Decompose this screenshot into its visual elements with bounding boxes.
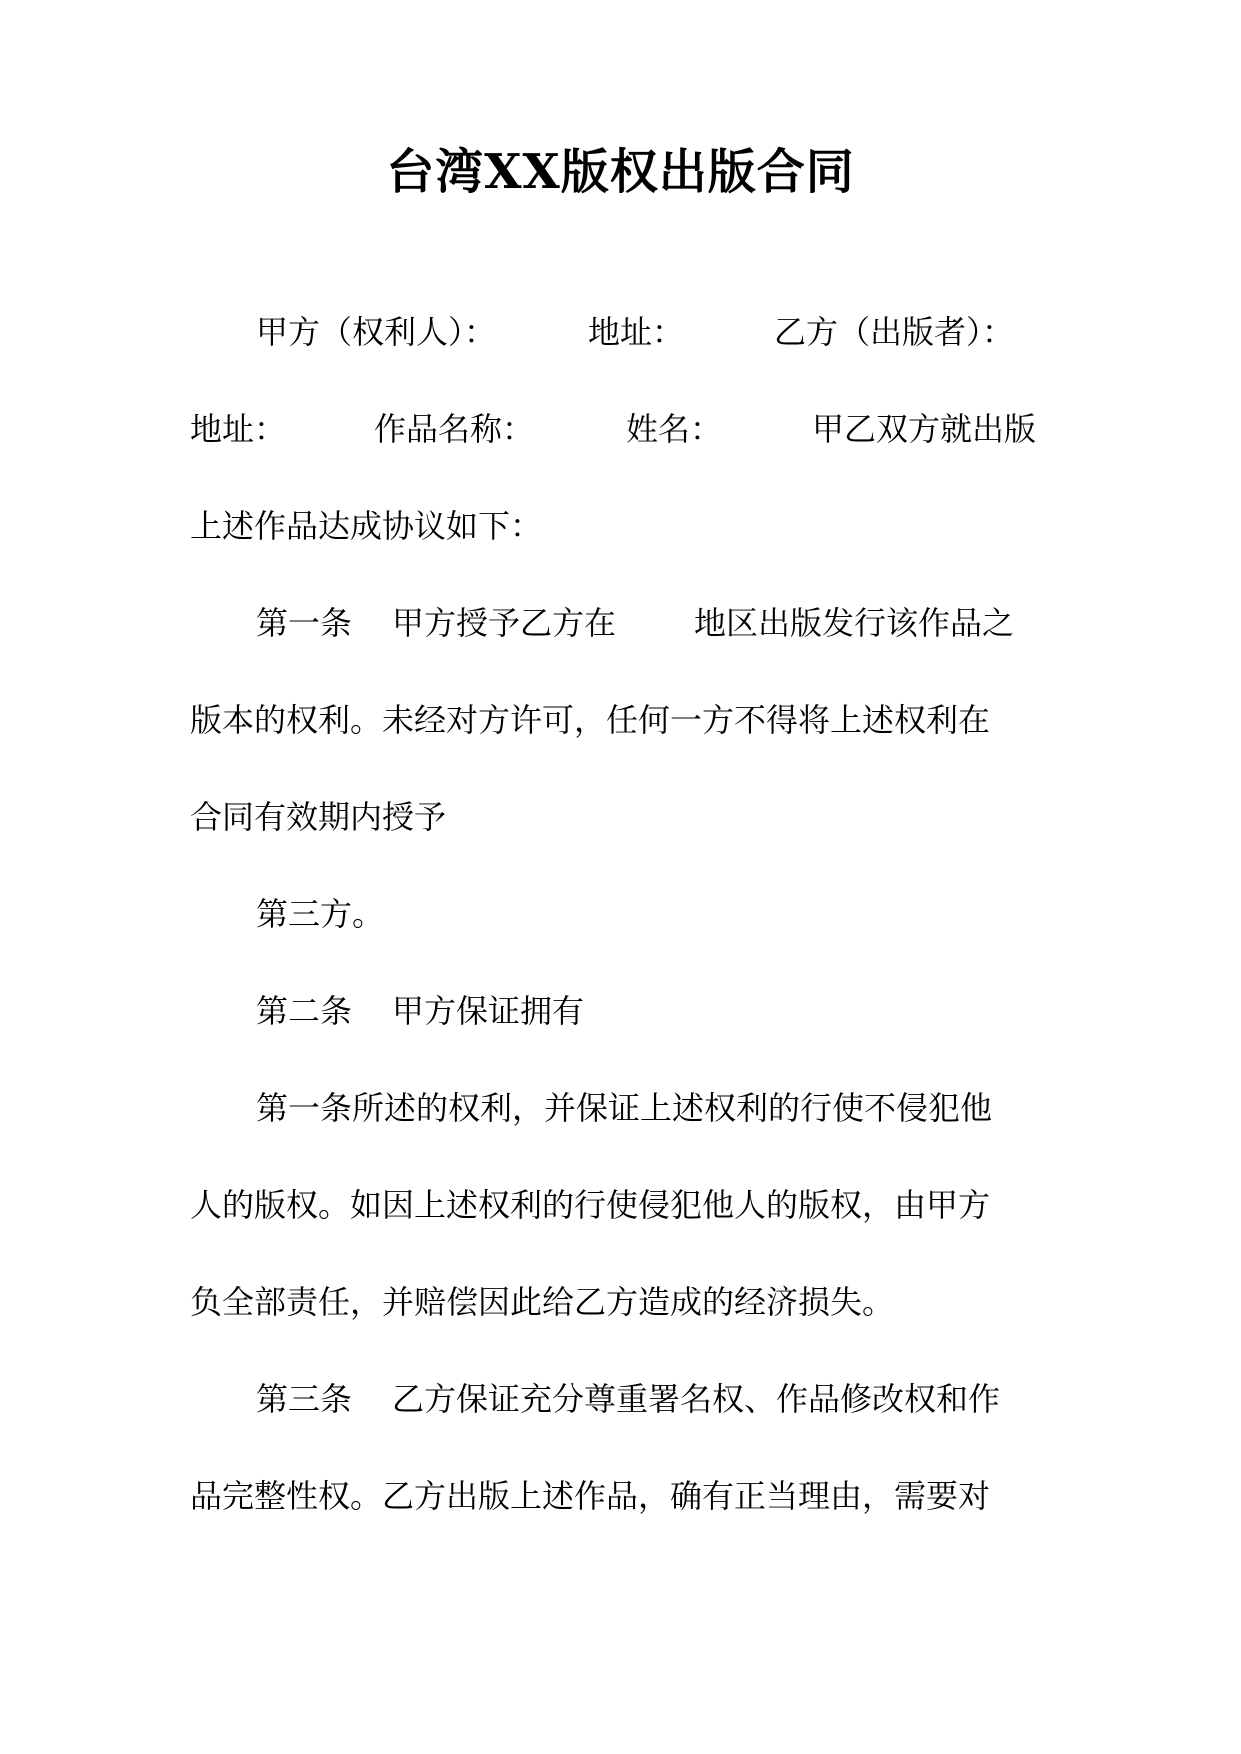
article-1-heading: 第一条 [256,604,353,642]
article-1-text-part1: 甲方授予乙方在 [392,604,617,642]
article-3-heading: 第三条 [256,1380,353,1418]
party-a-label: 甲方（权利人）： [256,313,497,351]
article-1-text-line2: 版本的权利。未经对方许可，任何一方不得将上述权利在 [190,701,991,739]
agreement-intro-text: 甲乙双方就出版 [812,410,1037,448]
article-1-text-line4: 第三方。 [256,895,385,933]
article-2-heading: 第二条 [256,992,353,1030]
party-b-label: 乙方（出版者）： [774,313,1015,351]
article-1-text-part2: 地区出版发行该作品之 [694,604,1015,642]
article-3-text-part1: 乙方保证充分尊重署名权、作品修改权和作 [392,1380,1001,1418]
article-2-text-line3: 人的版权。如因上述权利的行使侵犯他人的版权，由甲方 [190,1186,991,1224]
article-2-text-line4: 负全部责任，并赔偿因此给乙方造成的经济损失。 [190,1283,895,1321]
party-b-address-label: 地址： [190,410,287,448]
party-a-address-label: 地址： [588,313,685,351]
article-2-text-part1: 甲方保证拥有 [392,992,585,1030]
article-2-text-line2: 第一条所述的权利，并保证上述权利的行使不侵犯他 [256,1089,993,1127]
article-3-text-line2: 品完整性权。乙方出版上述作品，确有正当理由，需要对 [190,1477,991,1515]
page-title: 台湾XX版权出版合同 [386,144,855,200]
work-title-label: 作品名称： [374,410,535,448]
article-1-text-line3: 合同有效期内授予 [190,798,447,836]
agreement-intro-continued: 上述作品达成协议如下： [190,507,543,545]
name-label: 姓名： [626,410,723,448]
